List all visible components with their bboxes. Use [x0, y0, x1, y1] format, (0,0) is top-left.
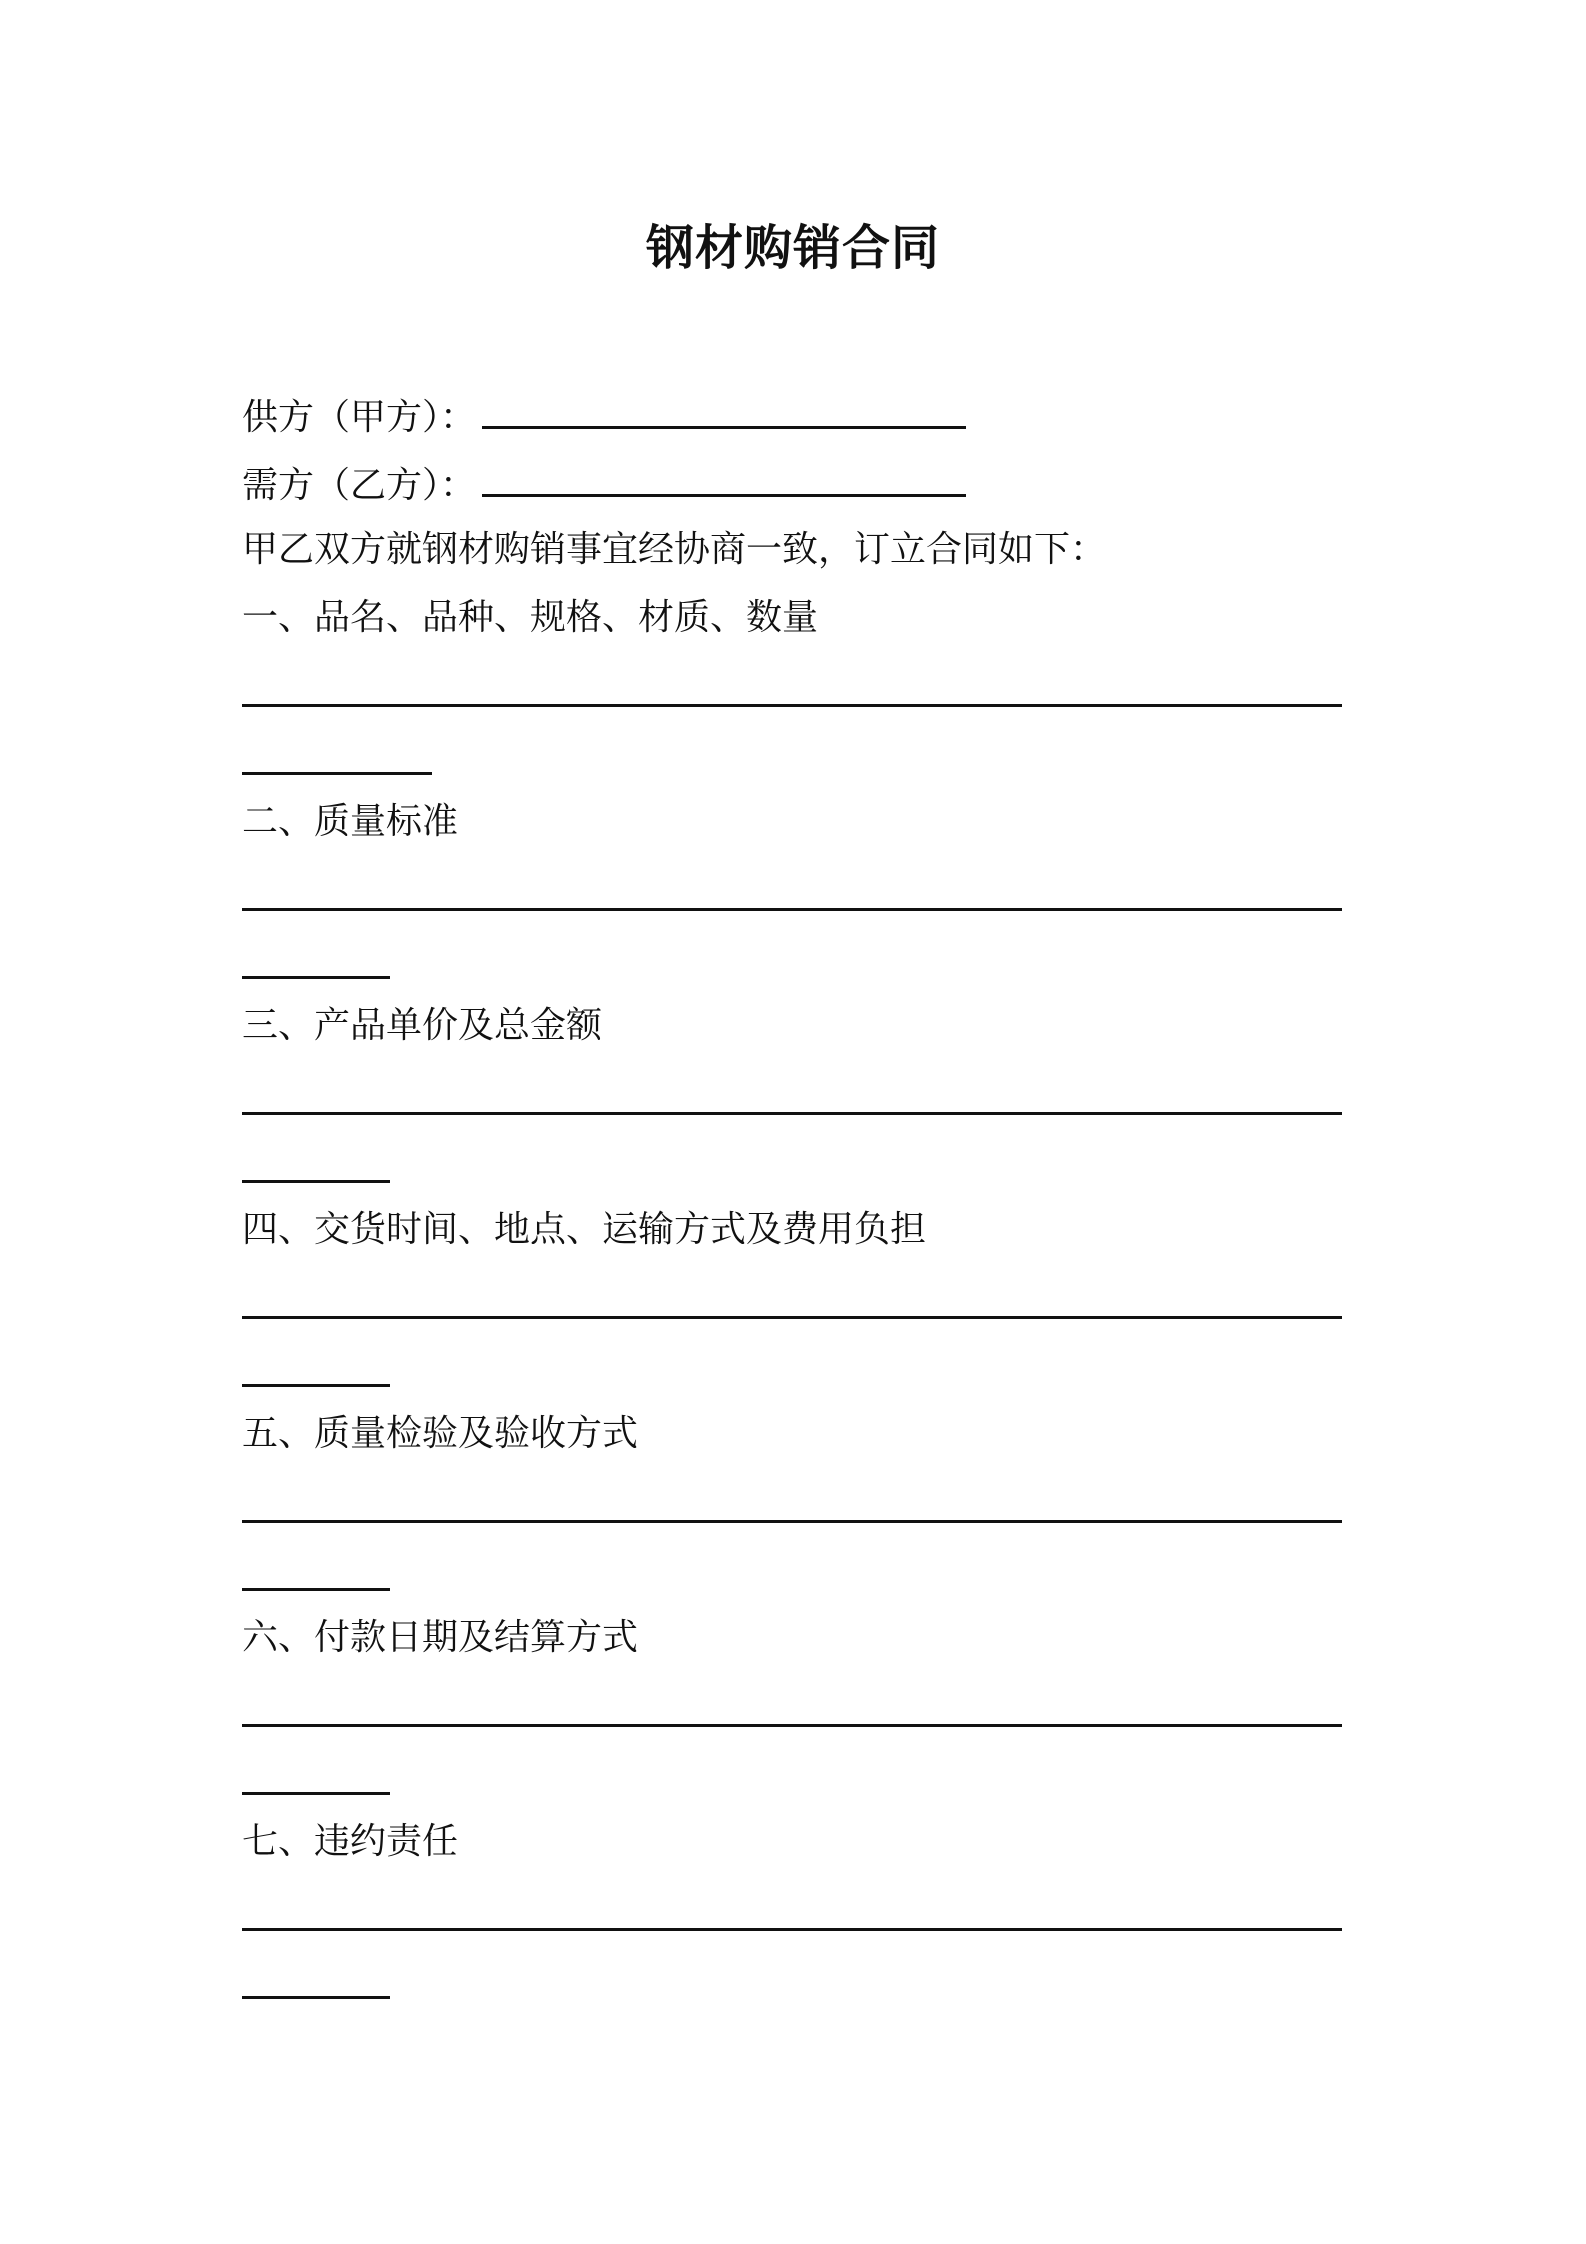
supplier-label: 供方（甲方）： — [242, 397, 477, 438]
section-heading-5: 五、质量检验及验收方式 — [242, 1413, 639, 1454]
document-title: 钢材购销合同 — [645, 220, 940, 276]
intro-text: 甲乙双方就钢材购销事宜经协商一致，订立合同如下： — [242, 529, 1107, 570]
supplier-blank[interactable] — [482, 392, 966, 429]
supplier-line — [242, 392, 966, 440]
section-blank-line-5-cont[interactable] — [242, 1588, 390, 1591]
buyer-label: 需方（乙方）： — [242, 465, 477, 506]
section-blank-line-3-cont[interactable] — [242, 1180, 390, 1183]
section-blank-line-5[interactable] — [242, 1520, 1342, 1523]
section-blank-line-6-cont[interactable] — [242, 1792, 390, 1795]
section-heading-6: 六、付款日期及结算方式 — [242, 1617, 639, 1658]
section-blank-line-1-cont[interactable] — [242, 772, 432, 775]
section-blank-line-4[interactable] — [242, 1316, 1342, 1319]
buyer-line — [242, 460, 966, 508]
buyer-blank[interactable] — [482, 460, 966, 497]
section-blank-line-4-cont[interactable] — [242, 1384, 390, 1387]
section-heading-3: 三、产品单价及总金额 — [242, 1005, 603, 1046]
section-blank-line-2[interactable] — [242, 908, 1342, 911]
section-heading-2: 二、质量标准 — [242, 801, 459, 842]
section-heading-1: 一、品名、品种、规格、材质、数量 — [242, 597, 819, 638]
section-heading-4: 四、交货时间、地点、运输方式及费用负担 — [242, 1209, 927, 1250]
section-blank-line-1[interactable] — [242, 704, 1342, 707]
section-blank-line-7[interactable] — [242, 1928, 1342, 1931]
section-heading-7: 七、违约责任 — [242, 1821, 459, 1862]
section-blank-line-6[interactable] — [242, 1724, 1342, 1727]
section-blank-line-7-cont[interactable] — [242, 1996, 390, 1999]
section-blank-line-2-cont[interactable] — [242, 976, 390, 979]
section-blank-line-3[interactable] — [242, 1112, 1342, 1115]
